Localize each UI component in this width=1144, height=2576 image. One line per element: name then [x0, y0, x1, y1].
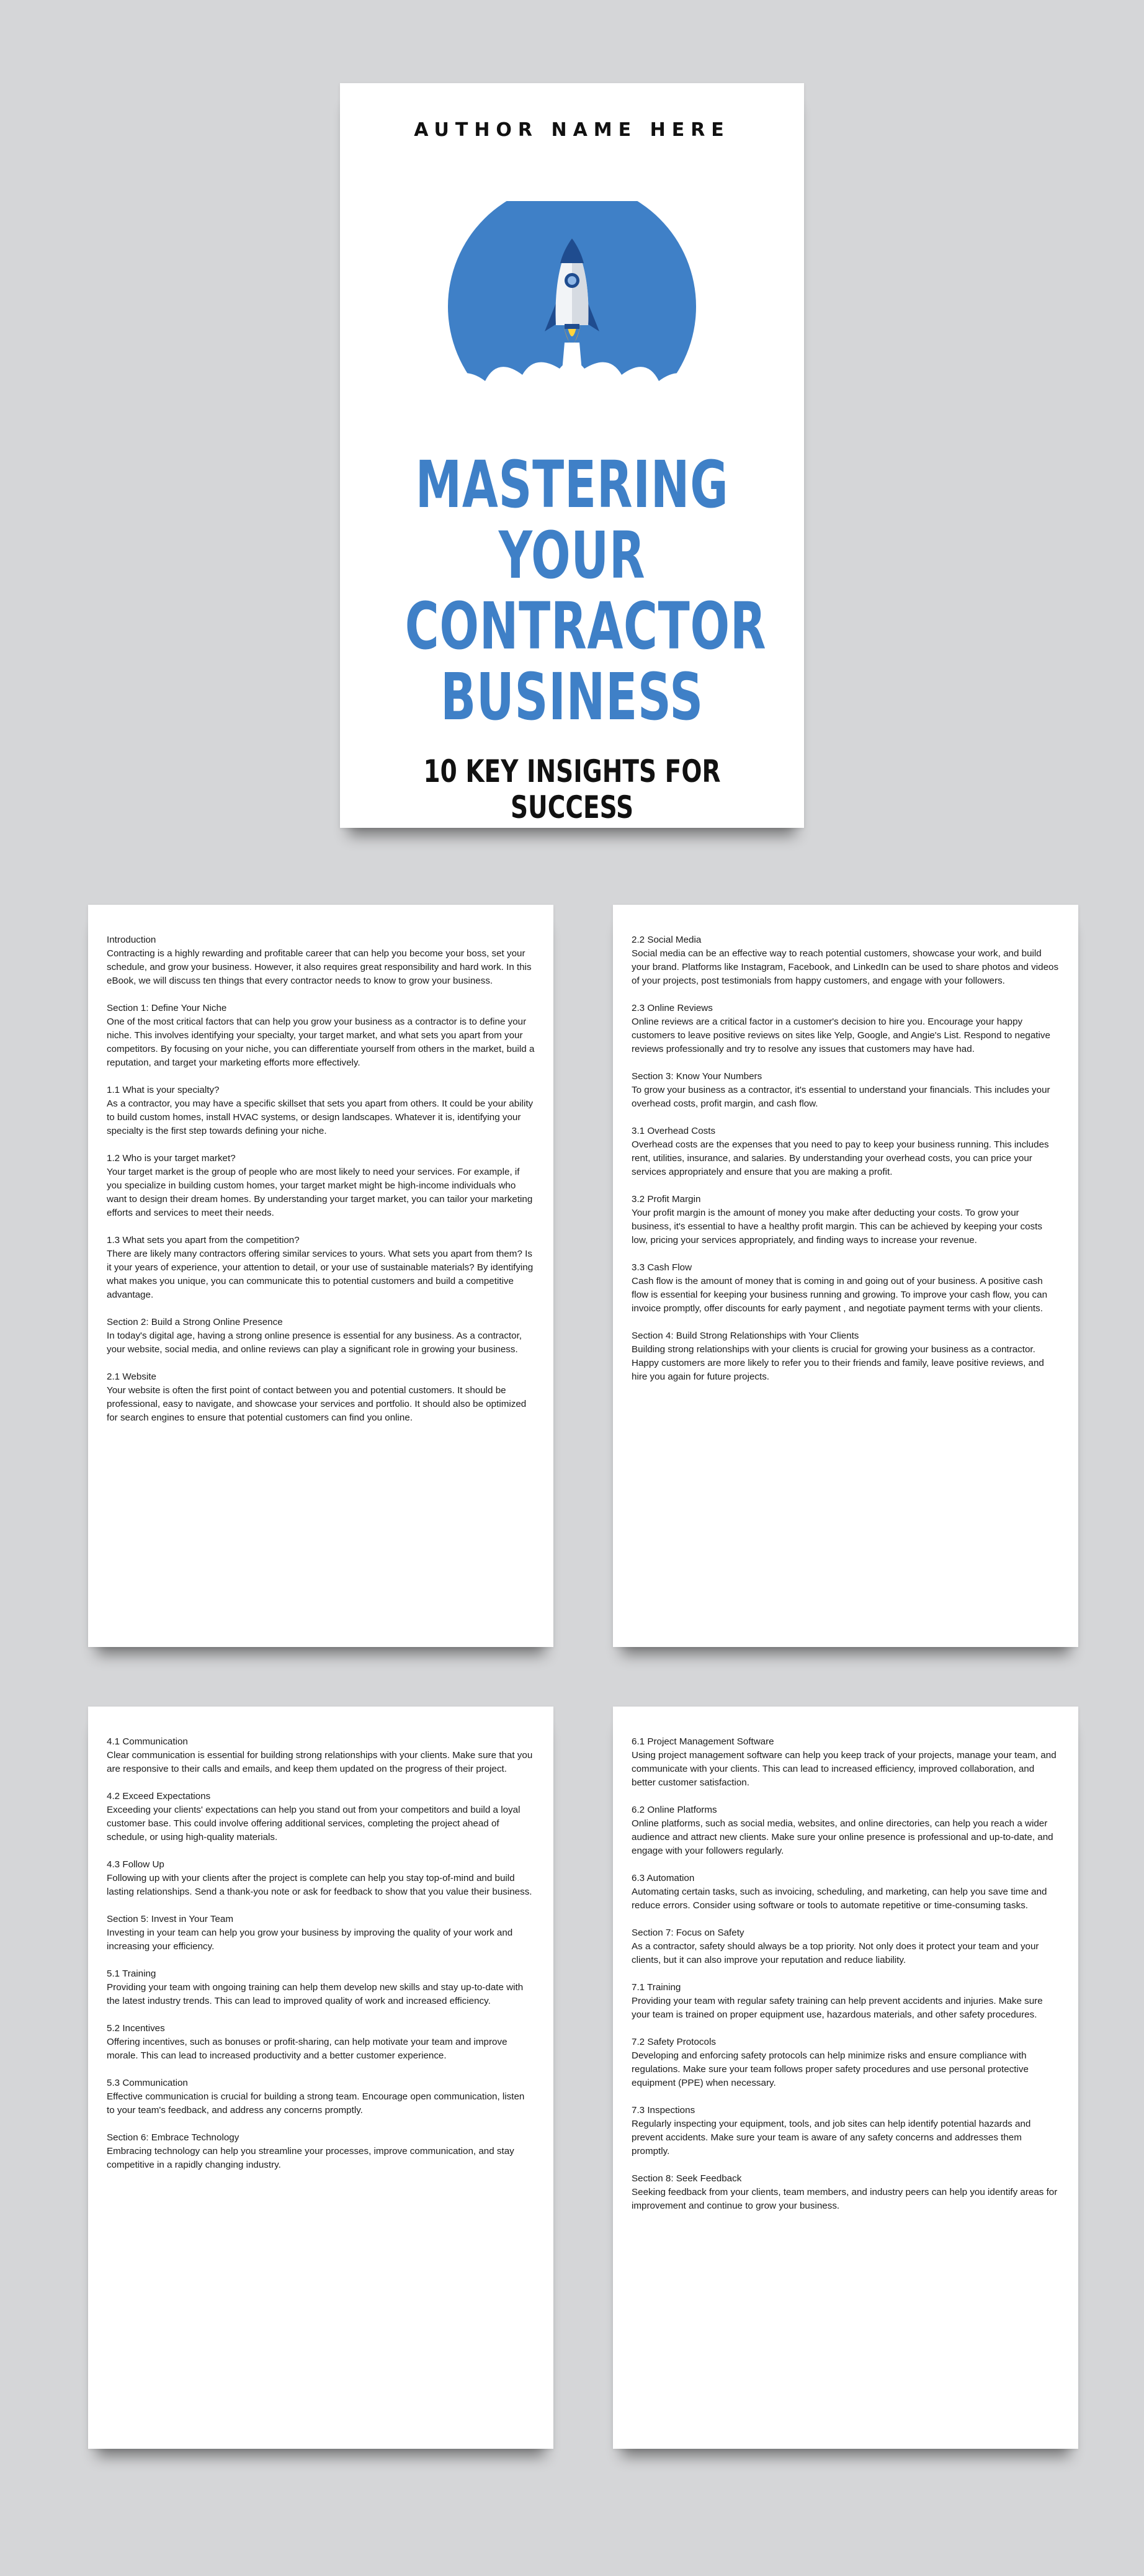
section-body: Your profit margin is the amount of money you make after deducting your costs. To grow your business, it's essential to have a healthy profit margin. This can be achieved by keeping your costs low, pricing your services appropriately, and finding ways to increase your revenue.: [632, 1208, 1042, 1245]
section-heading: 2.1 Website: [107, 1371, 156, 1382]
text-section: [632, 1735, 1060, 1790]
section-heading: Section 2: Build a Strong Online Presence: [107, 1317, 283, 1327]
section-body: Using project management software can help you keep track of your projects, manage your team, and communicate with your clients. This can lead to increased efficiency, improved collaboration, and better customer satisfaction.: [632, 1750, 1057, 1788]
text-section: [107, 1370, 535, 1425]
section-body: Social media can be an effective way to reach potential customers, showcase your work, and build your brand. Platforms like Instagram, Facebook, and LinkedIn can be used to share photos and videos of your projects, post testimonials from happy customers, and engage with your followers.: [632, 948, 1059, 986]
section-body: As a contractor, you may have a specific skillset that sets you apart from others. It could be your ability to build custom homes, install HVAC systems, or design landscapes. Whatever it is, identifying your specialty is the first step towards defining your niche.: [107, 1098, 534, 1136]
page-body: [107, 933, 535, 1438]
text-section: [107, 2131, 535, 2172]
author-name: AUTHOR NAME HERE: [414, 119, 730, 141]
section-heading: Section 3: Know Your Numbers: [632, 1071, 762, 1082]
section-heading: Section 8: Seek Feedback: [632, 2173, 742, 2184]
section-body: To grow your business as a contractor, it's essential to understand your financials. This includes your overhead costs, profit margin, and cash flow.: [632, 1085, 1050, 1109]
section-body: Contracting is a highly rewarding and profitable career that can help you become your boss, set your schedule, and grow your business. However, it also requires great responsibility and hard work. In this eBook, we will discuss ten things that every contractor needs to know to grow your business.: [107, 948, 532, 986]
text-section: [107, 1084, 535, 1138]
text-section: [632, 1329, 1060, 1384]
content-page-1: [88, 905, 553, 1647]
cover-title-line: CONTRACTOR: [404, 588, 767, 664]
section-heading: 3.2 Profit Margin: [632, 1194, 701, 1205]
text-section: [632, 2104, 1060, 2158]
content-page-2: [613, 905, 1078, 1647]
text-section: [632, 1124, 1060, 1179]
section-body: Providing your team with regular safety training can help prevent accidents and injuries. Make sure your team is trained on proper equipment use, hazardous materials, and other safety procedures.: [632, 1996, 1043, 2020]
section-heading: 4.2 Exceed Expectations: [107, 1791, 211, 1802]
text-section: [107, 1913, 535, 1954]
section-heading: 7.1 Training: [632, 1982, 681, 1993]
text-section: [632, 933, 1060, 988]
rocket-icon: [442, 201, 702, 412]
section-heading: 7.3 Inspections: [632, 2105, 695, 2116]
cover-title: [404, 447, 767, 735]
section-heading: 4.3 Follow Up: [107, 1859, 164, 1870]
section-body: Your target market is the group of people who are most likely to need your services. For example, if you specialize in building custom homes, your target market might be high-income individuals who want to design their dream homes. By understanding your target market, you can tailor your marketing efforts and services to meet their needs.: [107, 1167, 533, 1218]
cover-title-line: MASTERING: [415, 447, 729, 523]
section-body: Seeking feedback from your clients, team members, and industry peers can help you identify areas for improvement and continue to grow your business.: [632, 2187, 1058, 2211]
book-cover: [340, 83, 804, 828]
section-heading: 5.2 Incentives: [107, 2023, 165, 2034]
section-heading: 5.1 Training: [107, 1968, 156, 1979]
text-section: [107, 933, 535, 988]
section-body: Providing your team with ongoing training can help them develop new skills and stay up-to-date with the latest industry trends. This can lead to improved quality of work and increased efficiency.: [107, 1982, 524, 2006]
text-section: [632, 2172, 1060, 2213]
text-section: [632, 1803, 1060, 1858]
section-body: As a contractor, safety should always be a top priority. Not only does it protect your team and your clients, but it can also improve your reputation and reduce liability.: [632, 1941, 1039, 1965]
content-page-4: [613, 1707, 1078, 2449]
text-section: [107, 1234, 535, 1302]
section-heading: Section 5: Invest in Your Team: [107, 1914, 234, 1924]
text-section: [107, 2022, 535, 2063]
section-heading: 1.1 What is your specialty?: [107, 1085, 220, 1095]
section-heading: 3.1 Overhead Costs: [632, 1126, 716, 1136]
section-heading: 6.3 Automation: [632, 1873, 695, 1883]
section-body: Automating certain tasks, such as invoicing, scheduling, and marketing, can help you save time and reduce errors. Consider using software or tools to automate repetitive or time-consuming tasks.: [632, 1887, 1047, 1911]
section-heading: 2.2 Social Media: [632, 935, 702, 945]
section-heading: 2.3 Online Reviews: [632, 1003, 713, 1013]
text-section: [107, 1858, 535, 1899]
section-body: Exceeding your clients' expectations can help you stand out from your competitors and build a loyal customer base. This could involve offering additional services, completing the project ahead of schedule, or using high-quality materials.: [107, 1805, 521, 1842]
text-section: [107, 1002, 535, 1070]
section-body: Your website is often the first point of contact between you and potential customers. It should be professional, easy to navigate, and showcase your services and portfolio. It should also be optimized for search engines to ensure that potential customers can find you online.: [107, 1385, 527, 1423]
section-heading: 1.2 Who is your target market?: [107, 1153, 236, 1164]
section-body: There are likely many contractors offering similar services to yours. What sets you apart from them? Is it your years of experience, your attention to detail, or your use of sustainable materials? By identifying what makes you unique, you can communicate this to potential customers and build a competitive advantage.: [107, 1249, 534, 1300]
text-section: [107, 1316, 535, 1357]
section-heading: 7.2 Safety Protocols: [632, 2037, 716, 2047]
section-body: Clear communication is essential for building strong relationships with your clients. Make sure that you are responsive to their calls and emails, and keep them updated on the progress of their project.: [107, 1750, 533, 1774]
section-heading: Section 6: Embrace Technology: [107, 2132, 239, 2143]
section-heading: 6.1 Project Management Software: [632, 1736, 774, 1747]
section-heading: 5.3 Communication: [107, 2078, 188, 2088]
page-body: [107, 1735, 535, 2186]
text-section: [107, 1967, 535, 2008]
page-body: [632, 933, 1060, 1398]
section-body: Overhead costs are the expenses that you need to pay to keep your business running. This includes rent, utilities, insurance, and salaries. By understanding your overhead costs, you can price your services appropriately and ensure that you are making a profit.: [632, 1139, 1049, 1177]
section-heading: Introduction: [107, 935, 156, 945]
section-body: Embracing technology can help you streamline your processes, improve communication, and stay competitive in a rapidly changing industry.: [107, 2146, 514, 2170]
text-section: [107, 1790, 535, 1844]
section-body: One of the most critical factors that can help you grow your business as a contractor is to define your niche. This involves identifying your specialty, your target market, and what sets you apart from your competitors. By focusing on your niche, you can differentiate yourself from others in the market, build a reputation, and target your marketing efforts more effectively.: [107, 1016, 535, 1068]
text-section: [107, 1152, 535, 1220]
text-section: [107, 2076, 535, 2117]
section-body: Building strong relationships with your clients is crucial for growing your business as a contractor. Happy customers are more likely to refer you to their friends and family, leave positive reviews, and hire you again for future projects.: [632, 1344, 1044, 1382]
section-heading: 6.2 Online Platforms: [632, 1805, 717, 1815]
section-body: Effective communication is crucial for building a strong team. Encourage open communication, listen to your team's feedback, and address any concerns promptly.: [107, 2091, 525, 2116]
cover-title-line: BUSINESS: [440, 659, 704, 735]
text-section: [632, 2035, 1060, 2090]
section-heading: 4.1 Communication: [107, 1736, 188, 1747]
section-heading: 3.3 Cash Flow: [632, 1262, 692, 1273]
section-heading: 1.3 What sets you apart from the competition?: [107, 1235, 300, 1245]
section-body: Online reviews are a critical factor in a customer's decision to hire you. Encourage your happy customers to leave positive reviews on sites like Yelp, Google, and Angie's List. Respond to negative reviews professionally and try to resolve any issues that customers may have had.: [632, 1016, 1050, 1054]
section-body: In today's digital age, having a strong online presence is essential for any business. As a contractor, your website, social media, and online reviews can play a significant role in growing your business.: [107, 1331, 522, 1355]
text-section: [107, 1735, 535, 1776]
page-body: [632, 1735, 1060, 2227]
content-page-3: [88, 1707, 553, 2449]
section-heading: Section 7: Focus on Safety: [632, 1928, 744, 1938]
section-heading: Section 4: Build Strong Relationships with Your Clients: [632, 1331, 859, 1341]
section-body: Investing in your team can help you grow your business by improving the quality of your work and increasing your efficiency.: [107, 1928, 513, 1952]
text-section: [632, 1926, 1060, 1967]
cover-title-line: YOUR: [498, 518, 646, 593]
section-body: Regularly inspecting your equipment, tools, and job sites can help identify potential hazards and prevent accidents. Make sure your team is aware of any safety concerns and addresses them promptly.: [632, 2119, 1031, 2156]
text-section: [632, 1981, 1060, 2022]
section-body: Following up with your clients after the project is complete can help you stay top-of-mind and build lasting relationships. Send a thank-you note or ask for feedback to show that you value their business.: [107, 1873, 532, 1897]
section-body: Online platforms, such as social media, websites, and online directories, can help you reach a wider audience and attract new clients. Make sure your online presence is professional and up-to-date, and engage with your followers regularly.: [632, 1818, 1053, 1856]
section-body: Developing and enforcing safety protocols can help minimize risks and ensure compliance with regulations. Make sure your team follows proper safety procedures and use personal protective equipment (PPE) when necessary.: [632, 2050, 1029, 2088]
text-section: [632, 1070, 1060, 1111]
section-heading: Section 1: Define Your Niche: [107, 1003, 227, 1013]
section-body: Offering incentives, such as bonuses or profit-sharing, can help motivate your team and improve morale. This can lead to increased productivity and a better customer experience.: [107, 2037, 507, 2061]
text-section: [632, 1193, 1060, 1247]
section-body: Cash flow is the amount of money that is coming in and going out of your business. A positive cash flow is essential for keeping your business running and growing. To improve your cash flow, you can invoice promptly, offer discounts for early payment , and negotiate payment terms with your clients.: [632, 1276, 1048, 1314]
text-section: [632, 1002, 1060, 1056]
text-section: [632, 1261, 1060, 1316]
cover-subtitle: 10 KEY INSIGHTS FOR SUCCESS: [423, 753, 721, 825]
text-section: [632, 1872, 1060, 1913]
